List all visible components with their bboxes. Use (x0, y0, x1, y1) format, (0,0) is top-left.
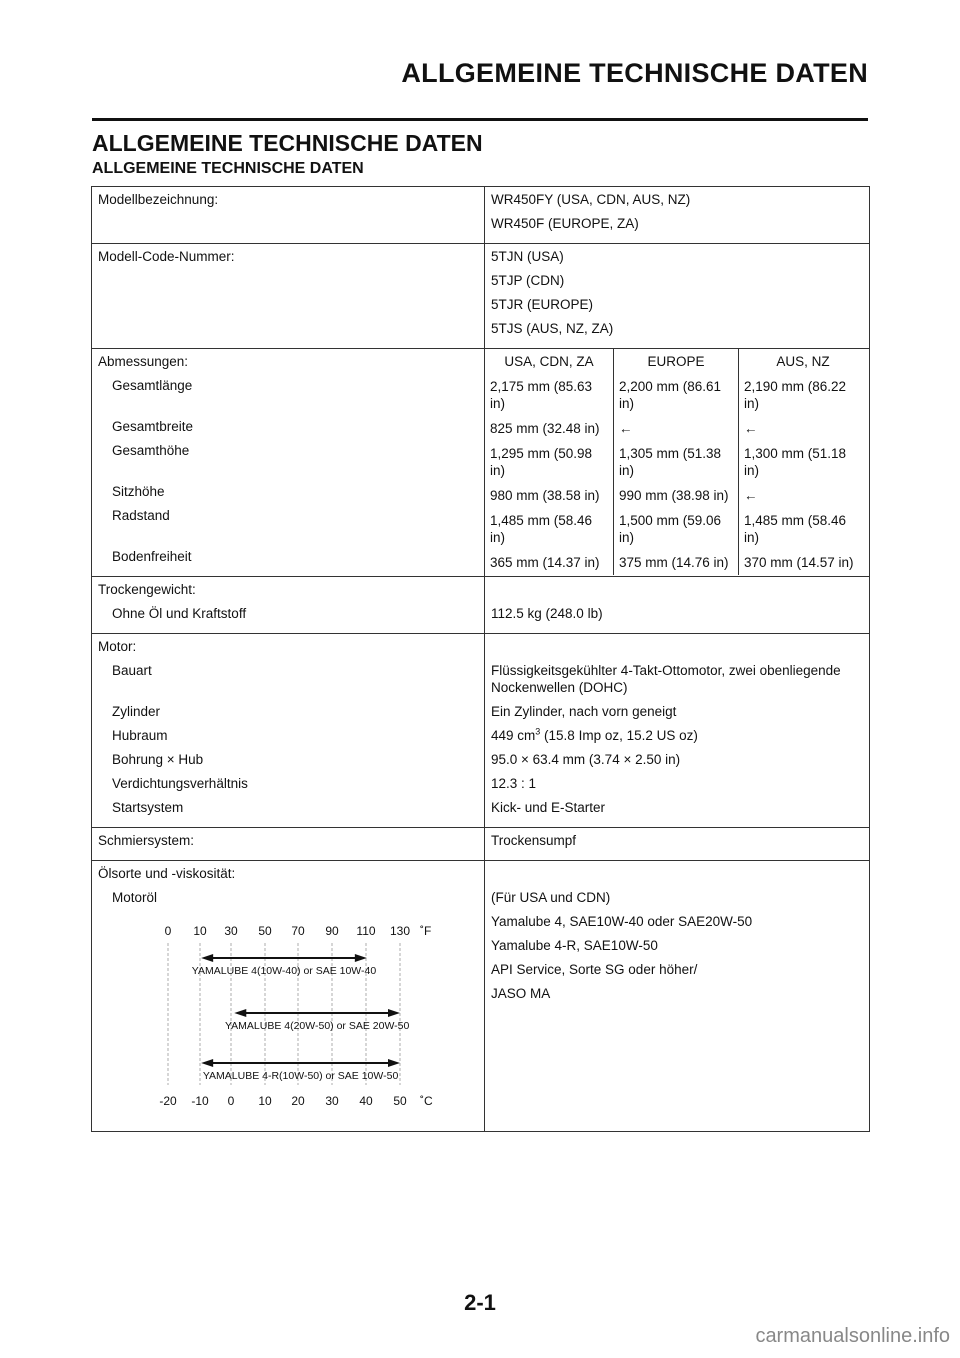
model-row (92, 187, 870, 244)
model-code-value: 5TJN (USA) (491, 249, 564, 264)
dimension-label: Bodenfreiheit (112, 549, 192, 564)
oil-value: Yamalube 4-R, SAE10W-50 (491, 938, 658, 953)
dimension-cell: 2,190 mm (86.22 in) (744, 379, 847, 411)
displacement-value: 449 $cm^3$ (15.8 Imp oz, 15.2 US oz) (491, 726, 698, 743)
oil-row (92, 861, 870, 1132)
chart-f-tick-label: 110 (356, 924, 376, 938)
chart-range-arrow-left (234, 1009, 246, 1017)
dimension-column-header: AUS, NZ (776, 354, 830, 369)
chart-f-tick-label: 30 (224, 924, 238, 938)
dimension-cell: 1,295 mm (50.98 in) (485, 441, 614, 483)
engine-spec-value: 95.0 × 63.4 mm (3.74 × 2.50 in) (491, 752, 681, 767)
dimension-cell: ← (744, 421, 758, 436)
chart-range-label: YAMALUBE 4-R(10W-50) or SAE 10W-50 (202, 1070, 399, 1082)
chart-range-label: YAMALUBE 4(10W-40) or SAE 10W-40 (191, 965, 377, 977)
dry-weight-sublabel: Ohne Öl und Kraftstoff (112, 606, 247, 621)
dimension-cell: 1,485 mm (58.46 in) (744, 513, 847, 545)
subsection-heading: ALLGEMEINE TECHNISCHE DATEN (92, 160, 364, 177)
model-code-row (92, 244, 870, 349)
lubrication-value: Trockensumpf (491, 833, 577, 848)
dimension-cell: 980 mm (38.58 in) (485, 483, 614, 508)
chart-c-tick-label: 20 (291, 1094, 305, 1108)
dimension-cell: 1,300 mm (51.18 in) (744, 446, 847, 478)
dimension-cell: 990 mm (38.98 in) (614, 483, 739, 508)
dimension-cell: ← (614, 416, 739, 441)
chart-f-tick-label: 70 (291, 924, 305, 938)
engine-spec-label: Hubraum (112, 728, 168, 743)
model-code-value: 5TJR (EUROPE) (491, 297, 594, 312)
engine-spec-value: Ein Zylinder, nach vorn geneigt (491, 704, 677, 719)
chart-range-label: YAMALUBE 4(20W-50) or SAE 20W-50 (224, 1020, 410, 1032)
chart-f-tick-label: 10 (193, 924, 207, 938)
chart-c-tick-label: 40 (359, 1094, 373, 1108)
dimension-label: Gesamthöhe (112, 443, 190, 458)
dimensions-row (92, 349, 870, 577)
lubrication-label: Schmiersystem: (98, 833, 195, 848)
dry-weight-value: 112.5 kg (248.0 lb) (491, 606, 603, 621)
chart-c-tick-label: -20 (159, 1094, 177, 1108)
engine-label: Motor: (98, 639, 137, 654)
engine-spec-value: Kick- und E-Starter (491, 800, 606, 815)
oil-sublabel: Motoröl (112, 890, 158, 905)
dimension-cell: ← (744, 488, 758, 503)
engine-spec-label: Bohrung × Hub (112, 752, 204, 767)
model-code-value: 5TJS (AUS, NZ, ZA) (491, 321, 614, 336)
dry-weight-label: Trockengewicht: (98, 582, 196, 597)
engine-spec-label: Bauart (112, 663, 152, 678)
engine-spec-label: Zylinder (112, 704, 161, 719)
engine-spec-label: Startsystem (112, 800, 184, 815)
dimension-cell: 375 mm (14.76 in) (614, 550, 739, 575)
dimension-cell: 1,305 mm (51.38 in) (614, 441, 739, 483)
dimension-column-header: USA, CDN, ZA (485, 349, 614, 374)
oil-value: JASO MA (491, 986, 551, 1001)
chart-range-arrow-left (201, 1059, 213, 1067)
oil-value: API Service, Sorte SG oder höher/ (491, 962, 698, 977)
engine-spec-label: Verdichtungsverhältnis (112, 776, 248, 791)
engine-spec-value: Flüssigkeitsgekühlter 4-Takt-Ottomotor, zwei obenliegende Nockenwellen (DOHC) (491, 663, 841, 695)
header-divider (92, 118, 868, 121)
dimension-cell: 825 mm (32.48 in) (485, 416, 614, 441)
watermark: carmanualsonline.info (755, 1325, 950, 1347)
model-code-label: Modell-Code-Nummer: (98, 249, 235, 264)
dimension-cell: 1,500 mm (59.06 in) (614, 508, 739, 550)
chart-c-unit: ˚C (420, 1094, 433, 1108)
dimension-label: Gesamtlänge (112, 378, 193, 393)
engine-row (92, 634, 870, 828)
chart-range-arrow-right (388, 1009, 400, 1017)
dry-weight-row (92, 577, 870, 634)
dimension-label: Radstand (112, 508, 170, 523)
chart-c-tick-label: 30 (325, 1094, 339, 1108)
chart-f-tick-label: 130 (389, 924, 411, 938)
chart-f-tick-label: 50 (258, 924, 272, 938)
chart-f-unit: ˚F (420, 924, 432, 938)
chart-c-tick-label: 0 (227, 1094, 235, 1108)
model-code-value: 5TJP (CDN) (491, 273, 565, 288)
lubrication-row (92, 828, 870, 861)
model-label: Modellbezeichnung: (98, 192, 219, 207)
page-number: 2-1 (464, 1290, 496, 1315)
dimension-cell: 2,200 mm (86.61 in) (614, 374, 739, 416)
section-heading: ALLGEMEINE TECHNISCHE DATEN (92, 130, 483, 156)
oil-value: Yamalube 4, SAE10W-40 oder SAE20W-50 (491, 914, 753, 929)
dimension-cell: 2,175 mm (85.63 in) (485, 374, 614, 416)
chart-range-arrow-right (355, 954, 367, 962)
oil-value: (Für USA und CDN) (491, 890, 611, 905)
chart-c-tick-label: -10 (191, 1094, 209, 1108)
dimension-cell: 370 mm (14.57 in) (744, 555, 854, 570)
dimensions-label: Abmessungen: (98, 354, 189, 369)
chart-range-arrow-right (388, 1059, 400, 1067)
dimension-label: Gesamtbreite (112, 419, 194, 434)
dimension-label: Sitzhöhe (112, 484, 165, 499)
chart-c-tick-label: 50 (393, 1094, 407, 1108)
model-value: WR450FY (USA, CDN, AUS, NZ) (491, 192, 691, 207)
oil-label: Ölsorte und -viskosität: (98, 866, 236, 881)
dimension-cell: 365 mm (14.37 in) (485, 550, 614, 575)
dimension-cell: 1,485 mm (58.46 in) (485, 508, 614, 550)
engine-spec-value: 12.3 : 1 (491, 776, 537, 791)
chart-range-arrow-left (201, 954, 213, 962)
page-header-title: ALLGEMEINE TECHNISCHE DATEN (401, 58, 868, 88)
oil-viscosity-chart (98, 913, 478, 1123)
model-value: WR450F (EUROPE, ZA) (491, 216, 639, 231)
chart-c-tick-label: 10 (258, 1094, 272, 1108)
oil-viscosity-chart-svg (98, 913, 478, 1123)
chart-f-tick-label: 0 (164, 924, 172, 938)
dimension-column-header: EUROPE (614, 349, 739, 374)
chart-f-tick-label: 90 (325, 924, 339, 938)
spec-table (91, 186, 870, 1132)
